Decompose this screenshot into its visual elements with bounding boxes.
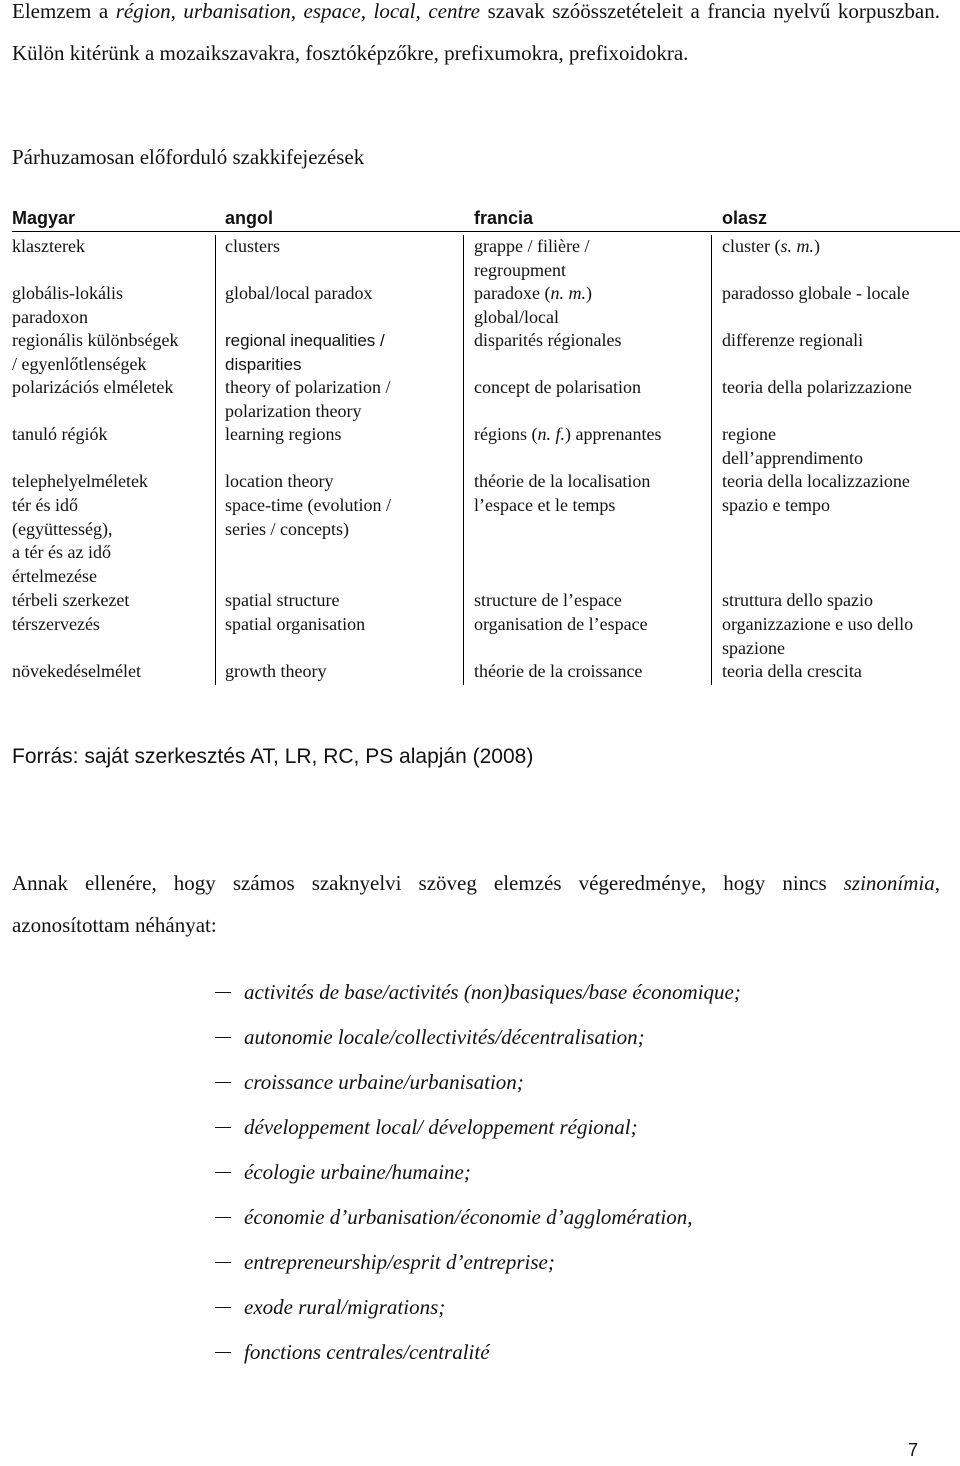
cell-olasz-run: regione dell’apprendimento: [722, 424, 863, 468]
list-item: [215, 1285, 915, 1330]
header-olasz: olasz: [722, 208, 768, 228]
cell-francia: [474, 660, 642, 684]
cell-magyar: [12, 589, 129, 613]
cell-angol: [225, 470, 333, 494]
cell-angol-run: location theory: [225, 471, 334, 491]
cell-magyar: [12, 423, 107, 447]
cell-olasz-run: organizzazione e uso dello spazione: [722, 614, 914, 658]
cell-francia: [474, 329, 621, 353]
cell-angol-run: theory of polarization / polarization theory: [225, 377, 391, 421]
cell-francia: [474, 589, 622, 613]
list-item: [215, 1060, 915, 1105]
list-item-text: fonctions centrales/centralité: [244, 1340, 490, 1364]
cell-olasz: [722, 235, 820, 259]
list-item: [215, 1150, 915, 1195]
page-number: 7: [908, 1440, 919, 1460]
cell-angol: [225, 423, 341, 447]
cell-francia-run: concept de polarisation: [474, 377, 641, 397]
cell-magyar-run: tér és idő (együttesség), a tér és az idő értelmezése: [12, 495, 113, 587]
cell-francia: [474, 494, 615, 518]
list-item: [215, 1330, 915, 1375]
cell-olasz: [722, 329, 863, 353]
list-item: [215, 1015, 915, 1060]
dash-bullet-icon: [215, 1037, 231, 1038]
cell-olasz-run: differenze regionali: [722, 330, 864, 350]
cell-olasz-run: struttura dello spazio: [722, 590, 873, 610]
cell-francia-run: n. m.: [550, 283, 586, 303]
cell-angol-run: clusters: [225, 236, 280, 256]
cell-magyar: [12, 660, 141, 684]
cell-magyar-run: polarizációs elméletek: [12, 377, 174, 397]
cell-francia-run: structure de l’espace: [474, 590, 622, 610]
dash-bullet-icon: [215, 992, 231, 993]
intro-paragraph: [12, 0, 940, 74]
cell-magyar-run: regionális különbségek / egyenlőtlenségek: [12, 330, 179, 374]
cell-olasz-run: paradosso globale - locale: [722, 283, 910, 303]
cell-magyar: [12, 613, 100, 637]
cell-francia-run: disparités régionales: [474, 330, 622, 350]
intro-paragraph-run: Elemzem a: [12, 0, 116, 23]
list-item-text: écologie urbaine/humaine;: [244, 1160, 471, 1184]
cell-magyar: [12, 282, 123, 329]
cell-francia: [474, 235, 589, 282]
list-item-text: développement local/ développement régional;: [244, 1115, 638, 1139]
cell-angol-run: regional inequalities / disparities: [225, 331, 385, 374]
cell-olasz-run: s. m.: [780, 236, 814, 256]
list-item-text: activités de base/activités (non)basiques/base économique;: [244, 980, 741, 1004]
cell-olasz-run: teoria della crescita: [722, 661, 862, 681]
cell-magyar: [12, 494, 112, 589]
cell-angol-run: spatial structure: [225, 590, 340, 610]
cell-magyar-run: térbeli szerkezet: [12, 590, 130, 610]
cell-francia-run: grappe / filière / regroupment: [474, 236, 590, 280]
dash-bullet-icon: [215, 1127, 231, 1128]
cell-olasz: [722, 376, 912, 400]
cell-magyar: [12, 470, 148, 494]
cell-francia-run: paradoxe (: [474, 283, 551, 303]
cell-angol: [225, 660, 326, 684]
term-pairs-list: [215, 970, 915, 1375]
cell-angol-run: spatial organisation: [225, 614, 366, 634]
list-item-text: entrepreneurship/esprit d’entreprise;: [244, 1250, 555, 1274]
header-magyar: Magyar: [12, 208, 76, 228]
cell-olasz: [722, 589, 873, 613]
cell-angol-run: space-time (evolution / series / concepts): [225, 495, 391, 539]
cell-olasz: [722, 494, 830, 518]
table-heading: Párhuzamosan előforduló szakkifejezések: [12, 145, 365, 169]
cell-angol: [225, 589, 339, 613]
cell-olasz: [722, 660, 862, 684]
cell-francia-run: ) global/local: [474, 283, 592, 327]
intro-paragraph-run: région, urbanisation, espace, local, centre: [115, 0, 481, 23]
cell-francia: [474, 470, 650, 494]
cell-olasz-run: teoria della polarizzazione: [722, 377, 912, 397]
cell-magyar: [12, 235, 85, 259]
cell-francia: [474, 423, 661, 447]
source-note: Forrás: saját szerkesztés AT, LR, RC, PS alapján (2008): [12, 745, 534, 768]
dash-bullet-icon: [215, 1352, 231, 1353]
dash-bullet-icon: [215, 1262, 231, 1263]
cell-angol: [225, 329, 385, 376]
dash-bullet-icon: [215, 1172, 231, 1173]
cell-magyar: [12, 329, 178, 376]
cell-francia-run: ) apprenantes: [565, 424, 662, 444]
second-paragraph-run: Annak ellenére, hogy számos szaknyelvi szöveg elemzés végeredménye, hogy nincs: [12, 871, 844, 895]
cell-francia-run: théorie de la croissance: [474, 661, 643, 681]
table-body: [12, 235, 960, 685]
intro-paragraph-run: szavak szóösszetételeit a francia nyelvű korpuszban. Külön kitérünk a mozaikszavakra, fosztóképzőkre, prefixumokra, prefixoidokra.: [12, 0, 940, 65]
second-paragraph: [12, 862, 940, 946]
list-item: [215, 970, 915, 1015]
cell-olasz-run: spazio e tempo: [722, 495, 830, 515]
cell-angol: [225, 235, 280, 259]
cell-angol: [225, 613, 365, 637]
cell-angol: [225, 282, 372, 306]
cell-magyar-run: klaszterek: [12, 236, 85, 256]
header-francia: francia: [474, 208, 534, 228]
list-item-text: économie d’urbanisation/économie d’agglomération,: [244, 1205, 693, 1229]
second-paragraph-run: szinonímia: [843, 871, 935, 895]
list-item-text: exode rural/migrations;: [244, 1295, 446, 1319]
cell-magyar-run: növekedéselmélet: [12, 661, 141, 681]
dash-bullet-icon: [215, 1217, 231, 1218]
cell-olasz-run: cluster (: [722, 236, 781, 256]
cell-magyar: [12, 376, 173, 400]
cell-francia: [474, 282, 592, 329]
cell-olasz: [722, 613, 913, 660]
cell-francia-run: organisation de l’espace: [474, 614, 648, 634]
list-item: [215, 1105, 915, 1150]
cell-magyar-run: térszervezés: [12, 614, 100, 634]
cell-olasz-run: ): [814, 236, 820, 256]
cell-angol-run: global/local paradox: [225, 283, 373, 303]
cell-olasz-run: teoria della localizzazione: [722, 471, 910, 491]
cell-angol-run: learning regions: [225, 424, 342, 444]
table-header-row: [12, 204, 960, 232]
dash-bullet-icon: [215, 1082, 231, 1083]
cell-francia: [474, 376, 641, 400]
second-paragraph-run: , azonosítottam néhányat:: [12, 871, 940, 937]
cell-francia-run: théorie de la localisation: [474, 471, 651, 491]
cell-angol: [225, 376, 390, 423]
cell-magyar-run: tanuló régiók: [12, 424, 108, 444]
list-item: [215, 1195, 915, 1240]
cell-magyar-run: telephelyelméletek: [12, 471, 148, 491]
cell-magyar-run: globális-lokális paradoxon: [12, 283, 123, 327]
cell-francia: [474, 613, 648, 637]
cell-olasz: [722, 470, 910, 494]
cell-francia-run: l’espace et le temps: [474, 495, 616, 515]
list-item-text: autonomie locale/collectivités/décentralisation;: [244, 1025, 645, 1049]
dash-bullet-icon: [215, 1307, 231, 1308]
cell-angol: [225, 494, 391, 541]
list-item: [215, 1240, 915, 1285]
list-item-text: croissance urbaine/urbanisation;: [244, 1070, 524, 1094]
cell-francia-run: régions (: [474, 424, 538, 444]
cell-francia-run: n. f.: [537, 424, 565, 444]
cell-olasz: [722, 423, 863, 470]
header-angol: angol: [225, 208, 273, 228]
cell-angol-run: growth theory: [225, 661, 327, 681]
cell-olasz: [722, 282, 909, 306]
